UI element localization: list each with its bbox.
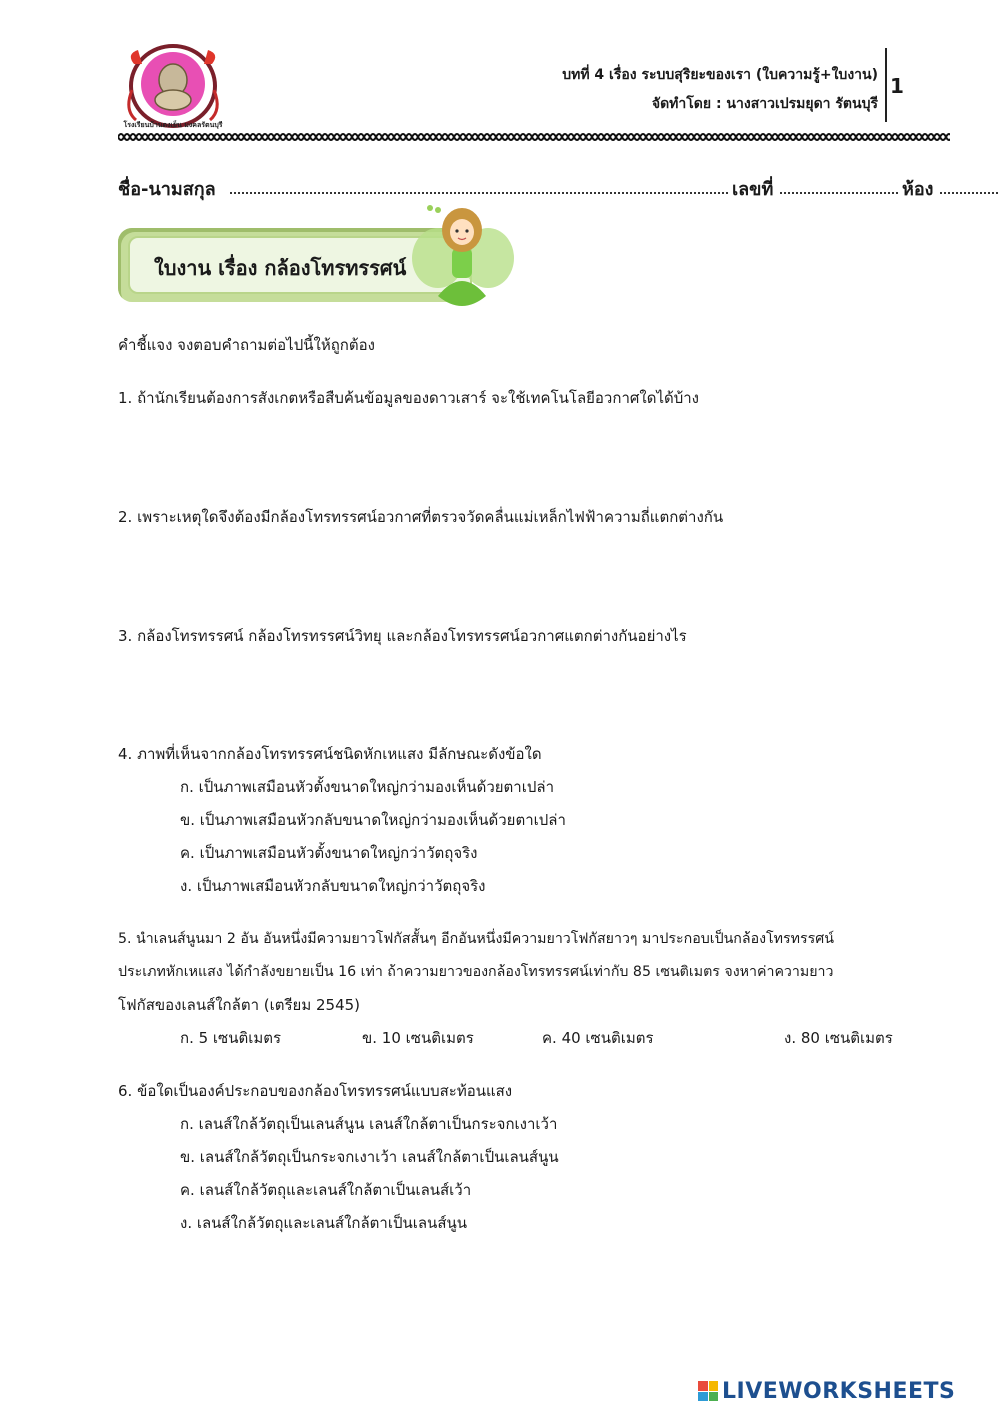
question-3: 3. กล้องโทรทรรศน์ กล้องโทรทรรศน์วิทยุ และกล้องโทรทรรศน์อวกาศแตกต่างกันอย่างไร	[118, 627, 687, 645]
liveworksheets-brand: LIVEWORKSHEETS	[722, 1378, 956, 1404]
question-4: 4. ภาพที่เห็นจากกล้องโทรทรรศน์ชนิดหักเหแสง มีลักษณะดังข้อใด	[118, 745, 542, 763]
room-field[interactable]	[940, 192, 1000, 194]
name-field[interactable]	[230, 192, 728, 194]
school-logo	[118, 40, 228, 138]
q5-option-d[interactable]: ง. 80 เซนติเมตร	[784, 1029, 893, 1047]
question-1: 1. ถ้านักเรียนต้องการสังเกตหรือสืบค้นข้อมูลของดาวเสาร์ จะใช้เทคโนโลยีอวกาศใดได้บ้าง	[118, 389, 700, 407]
page-number: 1	[890, 74, 904, 98]
q4-option-d[interactable]: ง. เป็นภาพเสมือนหัวกลับขนาดใหญ่กว่าวัตถุจริง	[180, 877, 486, 895]
question-5-line-2: ประเภทหักเหแสง ได้กำลังขยายเป็น 16 เท่า ถ้าความยาวของกล้องโทรทรรศน์เท่ากับ 85 เซนติเมตร จงหาค่าความยาว	[118, 964, 834, 980]
fairy-illustration	[408, 196, 516, 320]
question-2: 2. เพราะเหตุใดจึงต้องมีกล้องโทรทรรศน์อวกาศที่ตรวจวัดคลื่นแม่เหล็กไฟฟ้าความถี่แตกต่างกัน	[118, 508, 724, 526]
q5-option-b[interactable]: ข. 10 เซนติเมตร	[362, 1029, 474, 1047]
q4-option-c[interactable]: ค. เป็นภาพเสมือนหัวตั้งขนาดใหญ่กว่าวัตถุจริง	[180, 844, 478, 862]
chain-divider	[118, 130, 950, 144]
header-chapter: บทที่ 4 เรื่อง ระบบสุริยะของเรา (ใบความรู้+ใบงาน)	[562, 67, 878, 83]
q5-option-a[interactable]: ก. 5 เซนติเมตร	[180, 1029, 282, 1047]
logo-caption: โรงเรียนบ้านดงเย็น มงคลรัตนบุรี	[123, 121, 223, 129]
worksheet-title: ใบงาน เรื่อง กล้องโทรทรรศน์	[154, 256, 407, 280]
number-label: เลขที่	[732, 179, 774, 200]
q5-option-c[interactable]: ค. 40 เซนติเมตร	[542, 1029, 654, 1047]
q6-option-c[interactable]: ค. เลนส์ใกล้วัตถุและเลนส์ใกล้ตาเป็นเลนส์เว้า	[180, 1181, 472, 1199]
header-divider	[885, 48, 887, 122]
liveworksheets-icon	[698, 1381, 718, 1401]
room-label: ห้อง	[902, 179, 934, 200]
q4-option-b[interactable]: ข. เป็นภาพเสมือนหัวกลับขนาดใหญ่กว่ามองเห็นด้วยตาเปล่า	[180, 811, 566, 829]
liveworksheets-logo[interactable]	[698, 1378, 955, 1404]
name-label: ชื่อ-นามสกุล	[118, 179, 216, 200]
q4-option-a[interactable]: ก. เป็นภาพเสมือนหัวตั้งขนาดใหญ่กว่ามองเห็นด้วยตาเปล่า	[180, 778, 554, 796]
header-author: จัดทำโดย : นางสาวเปรมยุดา รัตนบุรี	[651, 96, 878, 112]
instruction: คำชี้แจง จงตอบคำถามต่อไปนี้ให้ถูกต้อง	[118, 336, 375, 354]
question-5-line-3: โฟกัสของเลนส์ใกล้ตา (เตรียม 2545)	[118, 996, 361, 1014]
q6-option-b[interactable]: ข. เลนส์ใกล้วัตถุเป็นกระจกเงาเว้า เลนส์ใกล้ตาเป็นเลนส์นูน	[180, 1148, 559, 1166]
student-info-row	[118, 174, 938, 204]
q6-option-d[interactable]: ง. เลนส์ใกล้วัตถุและเลนส์ใกล้ตาเป็นเลนส์นูน	[180, 1214, 467, 1232]
q6-option-a[interactable]: ก. เลนส์ใกล้วัตถุเป็นเลนส์นูน เลนส์ใกล้ตาเป็นกระจกเงาเว้า	[180, 1115, 558, 1133]
question-6: 6. ข้อใดเป็นองค์ประกอบของกล้องโทรทรรศน์แบบสะท้อนแสง	[118, 1082, 513, 1100]
question-5-line-1: 5. นำเลนส์นูนมา 2 อัน อันหนึ่งมีความยาวโฟกัสสั้นๆ อีกอันหนึ่งมีความยาวโฟกัสยาวๆ มาประกอบเป็นกล้องโทรทรรศน์	[118, 931, 834, 947]
number-field[interactable]	[780, 192, 898, 194]
